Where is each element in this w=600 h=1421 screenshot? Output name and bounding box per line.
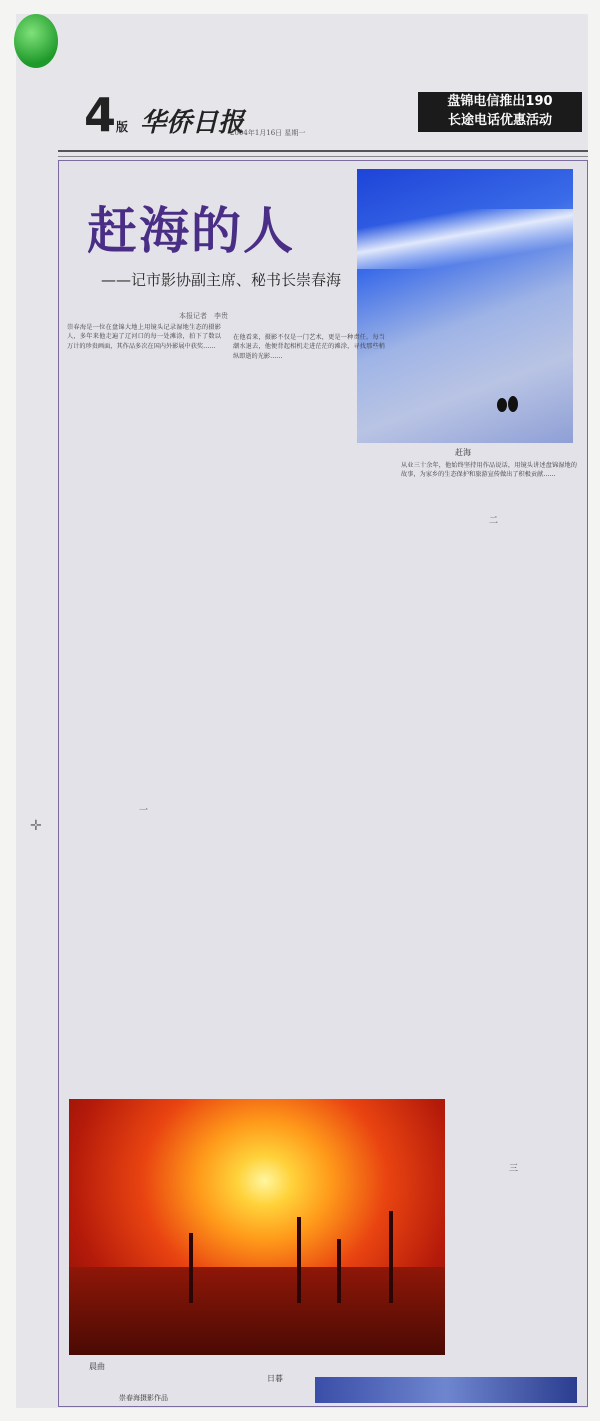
telecom-ad-banner <box>418 92 582 132</box>
header-divider <box>58 150 588 152</box>
section-mark-3: 三 <box>509 1164 519 1174</box>
header-divider-thin <box>58 156 588 157</box>
section-mark-1: 一 <box>139 806 149 816</box>
article-byline: 本报记者 李贵 <box>179 312 228 320</box>
sunset-photograph <box>69 1099 445 1355</box>
birds-icon <box>495 393 521 413</box>
sunset-caption: 晨曲 <box>89 1362 105 1371</box>
green-pushpin-icon <box>14 14 58 68</box>
newspaper-masthead: 华侨日报 <box>140 108 245 138</box>
article-column-2: 在他看来，摄影不仅是一门艺术，更是一种责任。每当潮水退去，他便背起相机走进茫茫的滩涂，寻找那些稍纵即逝的光影…… <box>233 334 385 360</box>
feature-article <box>58 160 588 1407</box>
article-column-1: 崇春海是一位在盘锦大地上用镜头记录湿地生态的摄影人，多年来他走遍了辽河口的每一处滩涂，拍下了数以万计的珍贵画面，其作品多次在国内外影展中获奖…… <box>67 324 221 350</box>
cloud-streak <box>357 209 573 269</box>
crane-silhouette <box>189 1233 193 1303</box>
crane-silhouette <box>389 1211 393 1303</box>
article-column-3: 从业三十余年，他始终坚持用作品说话，用镜头讲述盘锦湿地的故事，为家乡的生态保护和旅游宣传做出了积极贡献…… <box>401 462 577 479</box>
article-subtitle: ——记市影协副主席、秘书长崇春海 <box>101 271 342 289</box>
middle-caption: 日暮 <box>267 1374 283 1383</box>
newspaper-header <box>58 88 590 148</box>
issue-date: 2004年1月16日 星期一 <box>230 129 306 137</box>
crane-silhouette <box>337 1239 341 1303</box>
page-number: 4版 <box>84 88 129 142</box>
crane-silhouette <box>297 1217 301 1303</box>
section-mark-2: 二 <box>489 516 499 526</box>
sunset-caption-credit: 崇春海摄影作品 <box>119 1394 168 1402</box>
sea-photo-caption: 赶海 <box>455 448 471 457</box>
ad-line-2: 长途电话优惠活动 <box>447 113 552 128</box>
crosshair-mark-icon: ✛ <box>30 818 42 834</box>
sea-photograph <box>357 169 573 443</box>
article-title: 赶海的人 <box>87 202 295 260</box>
ad-line-1: 盘锦电信推出190 <box>447 94 553 109</box>
bottom-photo-strip <box>315 1377 577 1403</box>
page-suffix: 版 <box>116 120 129 134</box>
